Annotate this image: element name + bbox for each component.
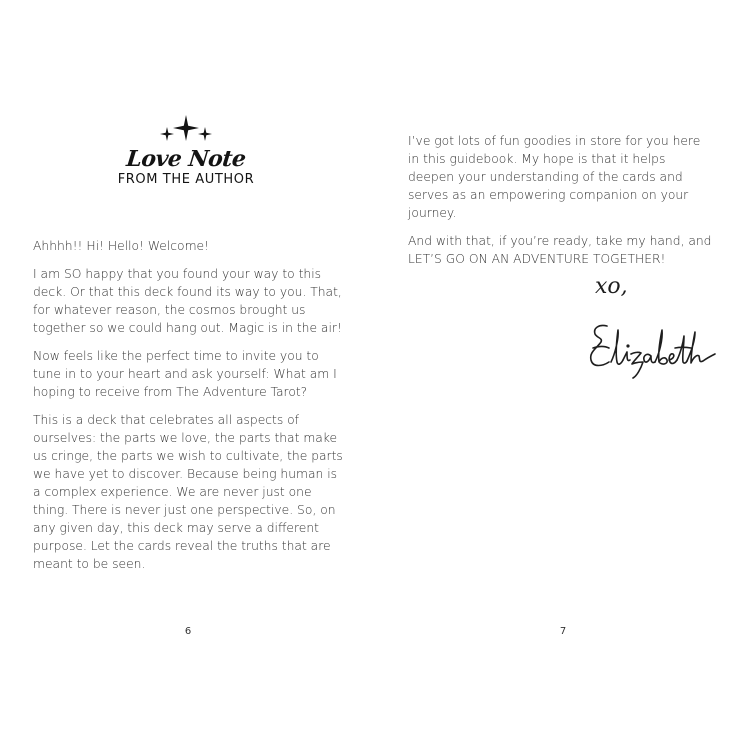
page-number-right: 7 (559, 626, 567, 637)
paragraph: Ahhhh!! Hi! Hello! Welcome! (33, 239, 210, 253)
signoff-xo: xo, (595, 274, 628, 299)
from-the-author-subtitle: FROM THE AUTHOR (117, 172, 255, 187)
paragraph: Now feels like the perfect time to invite you to tune in to your heart and ask yourself: What am I hoping to receive from The Adventure Tarot? (33, 349, 337, 399)
love-note-title: Love Note (125, 146, 247, 172)
right-page (375, 0, 750, 750)
paragraph: This is a deck that celebrates all aspects of ourselves: the parts we love, the parts that make us cringe, the parts we wish to cultivate, the parts we have yet to discover. Because being human is a complex experience. We are never just one thing. There is never just one perspective. So, on any given day, this deck may serve a different purpose. Let the cards reveal the truths that are meant to be seen. (33, 413, 343, 571)
paragraph: I am SO happy that you found your way to this deck. Or that this deck found its way to you. That, for whatever reason, the cosmos brought us together so we could hang out. Magic is in the air! (33, 267, 342, 335)
right-body-text (408, 132, 713, 278)
page-number-left: 6 (184, 626, 192, 637)
left-body-text (33, 237, 343, 583)
signature-elizabeth-icon (585, 318, 720, 380)
signature (585, 318, 720, 380)
love-note-header (110, 114, 262, 188)
paragraph: I’ve got lots of fun goodies in store for you here in this guidebook. My hope is that it helps deepen your understanding of the cards and serves as an empowering companion on your journey. (408, 134, 701, 220)
paragraph: And with that, if you’re ready, take my hand, and LET’S GO ON AN ADVENTURE TOGETHER! (408, 234, 712, 266)
sparkles-icon (158, 114, 214, 144)
